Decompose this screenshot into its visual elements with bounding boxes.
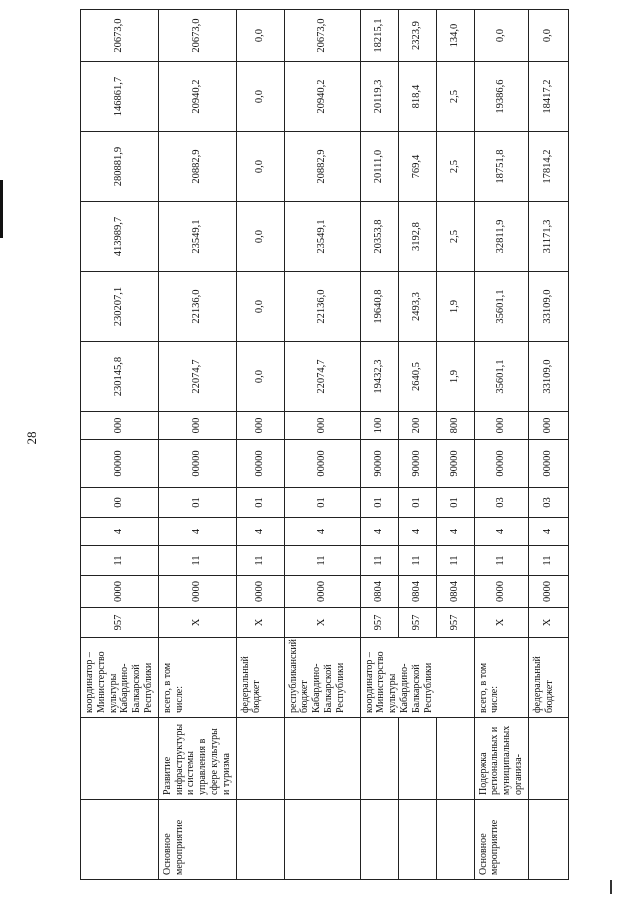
cs4-cell: 00000 bbox=[158, 440, 236, 488]
table-row bbox=[436, 10, 474, 880]
page-number: 28 bbox=[24, 431, 39, 445]
source-cell: республиканский бюджет Кабардино-Балкарской Республики bbox=[284, 638, 360, 718]
source-cell: всего, в том числе: bbox=[158, 638, 236, 718]
value-cell: 35601,1 bbox=[474, 342, 528, 412]
cs3-cell: 01 bbox=[236, 488, 284, 518]
rz-cell: 0000 bbox=[236, 576, 284, 608]
value-cell: 1,9 bbox=[436, 342, 474, 412]
cs1-cell: 11 bbox=[474, 546, 528, 576]
name-cell bbox=[81, 718, 159, 800]
value-cell: 134,0 bbox=[436, 10, 474, 62]
value-cell: 31171,3 bbox=[528, 202, 568, 272]
value-cell: 20882,9 bbox=[158, 132, 236, 202]
cs3-cell: 03 bbox=[474, 488, 528, 518]
grbs-cell: Х bbox=[158, 608, 236, 638]
cs2-cell: 4 bbox=[236, 518, 284, 546]
name-cell bbox=[284, 718, 360, 800]
status-cell bbox=[81, 800, 159, 880]
cs2-cell: 4 bbox=[81, 518, 159, 546]
cs1-cell: 11 bbox=[398, 546, 436, 576]
grbs-cell: 957 bbox=[436, 608, 474, 638]
vr-cell: 100 bbox=[360, 412, 398, 440]
status-cell bbox=[284, 800, 360, 880]
value-cell: 19640,8 bbox=[360, 272, 398, 342]
budget-table-body bbox=[81, 10, 569, 880]
rz-cell: 0000 bbox=[158, 576, 236, 608]
value-cell: 2323,9 bbox=[398, 10, 436, 62]
rz-cell: 0000 bbox=[81, 576, 159, 608]
value-cell: 18417,2 bbox=[528, 62, 568, 132]
rz-cell: 0000 bbox=[528, 576, 568, 608]
cs3-cell: 01 bbox=[284, 488, 360, 518]
cs4-cell: 00000 bbox=[81, 440, 159, 488]
vr-cell: 200 bbox=[398, 412, 436, 440]
value-cell: 35601,1 bbox=[474, 272, 528, 342]
vr-cell: 000 bbox=[81, 412, 159, 440]
value-cell: 20673,0 bbox=[158, 10, 236, 62]
cs3-cell: 01 bbox=[436, 488, 474, 518]
table-row bbox=[81, 10, 159, 880]
value-cell: 18751,8 bbox=[474, 132, 528, 202]
grbs-cell: 957 bbox=[81, 608, 159, 638]
cs4-cell: 90000 bbox=[436, 440, 474, 488]
status-cell bbox=[436, 800, 474, 880]
rz-cell: 0804 bbox=[360, 576, 398, 608]
vr-cell: 800 bbox=[436, 412, 474, 440]
grbs-cell: 957 bbox=[360, 608, 398, 638]
value-cell: 20882,9 bbox=[284, 132, 360, 202]
cs3-cell: 00 bbox=[81, 488, 159, 518]
name-cell bbox=[236, 718, 284, 800]
value-cell: 23549,1 bbox=[284, 202, 360, 272]
cs4-cell: 90000 bbox=[360, 440, 398, 488]
value-cell: 22074,7 bbox=[284, 342, 360, 412]
value-cell: 20673,0 bbox=[284, 10, 360, 62]
value-cell: 20673,0 bbox=[81, 10, 159, 62]
cs1-cell: 11 bbox=[360, 546, 398, 576]
value-cell: 20940,2 bbox=[158, 62, 236, 132]
name-cell bbox=[398, 718, 436, 800]
value-cell: 22136,0 bbox=[158, 272, 236, 342]
cs2-cell: 4 bbox=[284, 518, 360, 546]
grbs-cell: Х bbox=[528, 608, 568, 638]
vr-cell: 000 bbox=[474, 412, 528, 440]
table-row bbox=[158, 10, 236, 880]
value-cell: 0,0 bbox=[474, 10, 528, 62]
cs2-cell: 4 bbox=[474, 518, 528, 546]
vr-cell: 000 bbox=[158, 412, 236, 440]
cs4-cell: 90000 bbox=[398, 440, 436, 488]
name-cell bbox=[528, 718, 568, 800]
value-cell: 33109,0 bbox=[528, 272, 568, 342]
cs1-cell: 11 bbox=[236, 546, 284, 576]
value-cell: 230145,8 bbox=[81, 342, 159, 412]
vr-cell: 000 bbox=[528, 412, 568, 440]
cs1-cell: 11 bbox=[81, 546, 159, 576]
value-cell: 20111,0 bbox=[360, 132, 398, 202]
table-row bbox=[284, 10, 360, 880]
rz-cell: 0804 bbox=[436, 576, 474, 608]
grbs-cell: Х bbox=[474, 608, 528, 638]
value-cell: 0,0 bbox=[236, 10, 284, 62]
grbs-cell: Х bbox=[284, 608, 360, 638]
budget-table bbox=[80, 9, 569, 880]
cs2-cell: 4 bbox=[528, 518, 568, 546]
value-cell: 1,9 bbox=[436, 272, 474, 342]
value-cell: 230207,1 bbox=[81, 272, 159, 342]
table-row bbox=[236, 10, 284, 880]
value-cell: 280881,9 bbox=[81, 132, 159, 202]
cs4-cell: 00000 bbox=[284, 440, 360, 488]
rz-cell: 0000 bbox=[474, 576, 528, 608]
value-cell: 0,0 bbox=[236, 342, 284, 412]
value-cell: 3192,8 bbox=[398, 202, 436, 272]
rz-cell: 0000 bbox=[284, 576, 360, 608]
table-row bbox=[528, 10, 568, 880]
cs2-cell: 4 bbox=[360, 518, 398, 546]
cs1-cell: 11 bbox=[284, 546, 360, 576]
value-cell: 2493,3 bbox=[398, 272, 436, 342]
value-cell: 22074,7 bbox=[158, 342, 236, 412]
source-cell: федеральный бюджет bbox=[528, 638, 568, 718]
status-cell bbox=[360, 800, 398, 880]
status-cell bbox=[528, 800, 568, 880]
value-cell: 0,0 bbox=[236, 62, 284, 132]
value-cell: 20119,3 bbox=[360, 62, 398, 132]
rz-cell: 0804 bbox=[398, 576, 436, 608]
value-cell: 146861,7 bbox=[81, 62, 159, 132]
vr-cell: 000 bbox=[284, 412, 360, 440]
vr-cell: 000 bbox=[236, 412, 284, 440]
value-cell: 2,5 bbox=[436, 202, 474, 272]
source-cell: координатор – Министерство культуры Кабардино-Балкарской Республики bbox=[81, 638, 159, 718]
cs3-cell: 01 bbox=[398, 488, 436, 518]
cs3-cell: 01 bbox=[360, 488, 398, 518]
value-cell: 32811,9 bbox=[474, 202, 528, 272]
value-cell: 413989,7 bbox=[81, 202, 159, 272]
value-cell: 0,0 bbox=[236, 272, 284, 342]
value-cell: 20940,2 bbox=[284, 62, 360, 132]
cs1-cell: 11 bbox=[528, 546, 568, 576]
cs2-cell: 4 bbox=[398, 518, 436, 546]
value-cell: 19432,3 bbox=[360, 342, 398, 412]
cs2-cell: 4 bbox=[158, 518, 236, 546]
value-cell: 17814,2 bbox=[528, 132, 568, 202]
cs3-cell: 01 bbox=[158, 488, 236, 518]
source-cell: координатор – Министерство культуры Кабардино-Балкарской Республики bbox=[360, 638, 474, 718]
name-cell: Подержка региональных и муниципальных организа- bbox=[474, 718, 528, 800]
cs4-cell: 00000 bbox=[236, 440, 284, 488]
grbs-cell: 957 bbox=[398, 608, 436, 638]
value-cell: 19386,6 bbox=[474, 62, 528, 132]
value-cell: 20353,8 bbox=[360, 202, 398, 272]
cs3-cell: 03 bbox=[528, 488, 568, 518]
name-cell bbox=[360, 718, 398, 800]
cs2-cell: 4 bbox=[436, 518, 474, 546]
name-cell bbox=[436, 718, 474, 800]
table-row bbox=[360, 10, 398, 880]
cs1-cell: 11 bbox=[436, 546, 474, 576]
value-cell: 0,0 bbox=[236, 202, 284, 272]
value-cell: 2,5 bbox=[436, 132, 474, 202]
grbs-cell: Х bbox=[236, 608, 284, 638]
table-row bbox=[398, 10, 436, 880]
name-cell: Развитие инфраструктуры и системы управления в сфере культуры и туризма bbox=[158, 718, 236, 800]
value-cell: 769,4 bbox=[398, 132, 436, 202]
source-cell: всего, в том числе: bbox=[474, 638, 528, 718]
budget-table-rotated bbox=[80, 18, 555, 880]
value-cell: 2640,5 bbox=[398, 342, 436, 412]
status-cell: Основное мероприятие bbox=[474, 800, 528, 880]
value-cell: 2,5 bbox=[436, 62, 474, 132]
cs1-cell: 11 bbox=[158, 546, 236, 576]
source-cell: федеральный бюджет bbox=[236, 638, 284, 718]
status-cell bbox=[398, 800, 436, 880]
cs4-cell: 00000 bbox=[528, 440, 568, 488]
value-cell: 0,0 bbox=[528, 10, 568, 62]
status-cell: Основное мероприятие bbox=[158, 800, 236, 880]
table-row bbox=[474, 10, 528, 880]
value-cell: 0,0 bbox=[236, 132, 284, 202]
status-cell bbox=[236, 800, 284, 880]
value-cell: 33109,0 bbox=[528, 342, 568, 412]
value-cell: 23549,1 bbox=[158, 202, 236, 272]
value-cell: 18215,1 bbox=[360, 10, 398, 62]
value-cell: 22136,0 bbox=[284, 272, 360, 342]
cs4-cell: 00000 bbox=[474, 440, 528, 488]
value-cell: 818,4 bbox=[398, 62, 436, 132]
